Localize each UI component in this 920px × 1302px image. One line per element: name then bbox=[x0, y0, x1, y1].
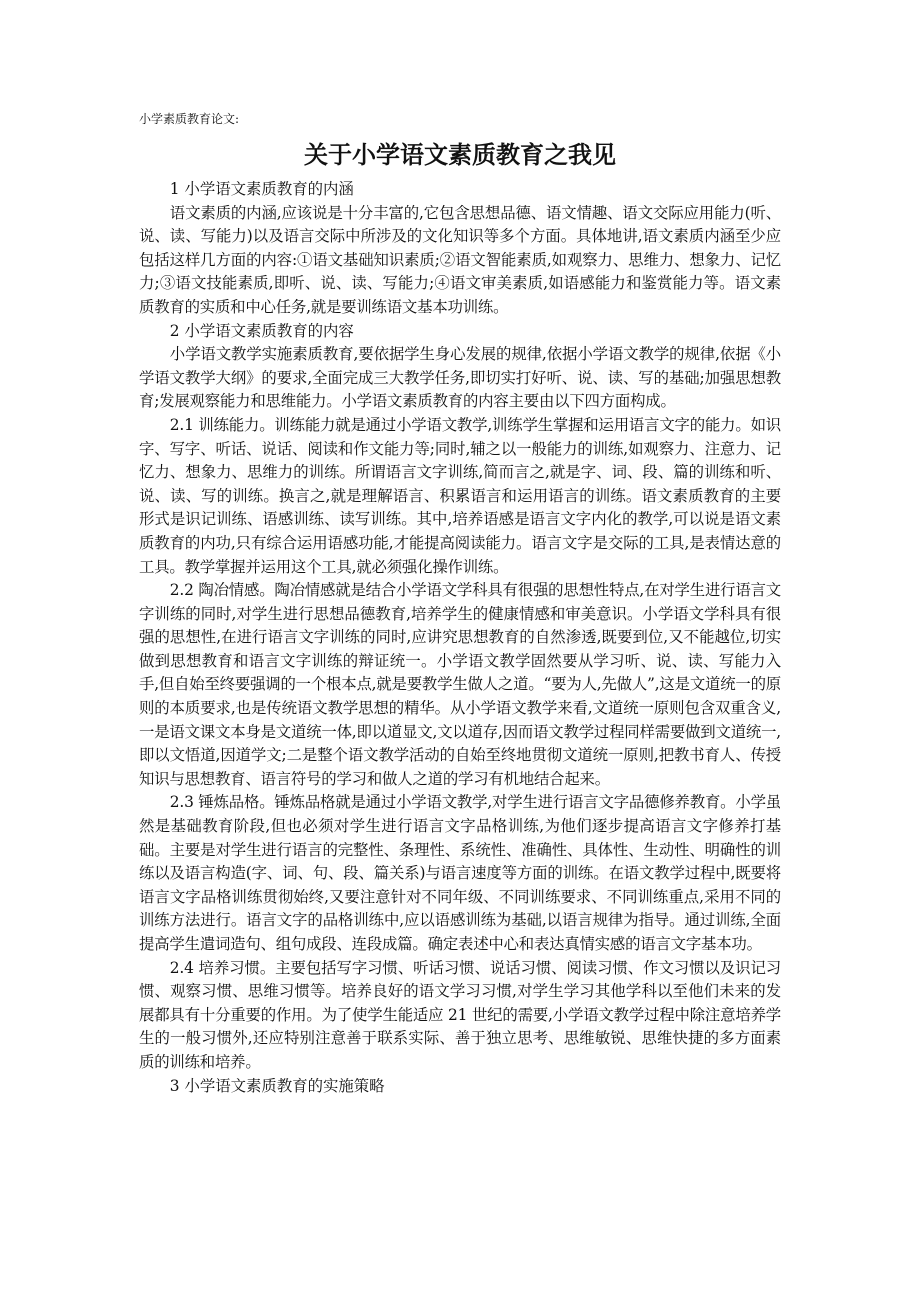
paragraph: 2.3 锤炼品格。锤炼品格就是通过小学语文教学,对学生进行语言文字品德修养教育。小学虽然是基础教育阶段,但也必须对学生进行语言文字品格训练,为他们逐步提高语言文字修养打基础。主要是对学生进行语言的完整性、条理性、系统性、准确性、具体性、生动性、明确性的训练以及语言构造(字、词、句、段、篇关系)与语言速度等方面的训练。在语文教学过程中,既要将语言文字品格训练贯彻始终,又要注意针对不同年级、不同训练要求、不同训练重点,采用不同的训练方法进行。语言文字的品格训练中,应以语感训练为基础,以语言规律为指导。通过训练,全面提高学生遣词造句、组句成段、连段成篇。确定表述中心和表达真情实感的语言文字基本功。 bbox=[139, 793, 781, 953]
section-heading: 2 小学语文素质教育的内容 bbox=[169, 321, 354, 340]
section-heading: 1 小学语文素质教育的内涵 bbox=[169, 180, 354, 198]
paragraph: 2.1 训练能力。训练能力就是通过小学语文教学,训练学生掌握和运用语言文字的能力。如识字、写字、听话、说话、阅读和作文能力等;同时,辅之以一般能力的训练,如观察力、注意力、记忆力、想象力、思维力的训练。所谓语言文字训练,简而言之,就是字、词、段、篇的训练和听、说、读、写的训练。换言之,就是理解语言、积累语言和运用语言的训练。语文素质教育的主要形式是识记训练、语感训练、读写训练。其中,培养语感是语言文字内化的教学,可以说是语文素质教育的内功,只有综合运用语感功能,才能提高阅读能力。语言文字是交际的工具,是表情达意的工具。教学掌握并运用这个工具,就必须强化操作训练。 bbox=[139, 415, 781, 576]
document-title: 关于小学语文素质教育之我见 bbox=[304, 141, 616, 169]
paragraph: 小学语文教学实施素质教育,要依据学生身心发展的规律,依据小学语文教学的规律,依据《小学语文教学大纲》的要求,全面完成三大教学任务,即切实打好听、说、读、写的基础;加强思想教育;发展观察能力和思维能力。小学语文素质教育的内容主要由以下四方面构成。 bbox=[139, 345, 781, 411]
document-page bbox=[139, 110, 781, 1098]
document-category-label: 小学素质教育论文: bbox=[139, 112, 240, 126]
paragraph: 2.2 陶冶情感。陶冶情感就是结合小学语文学科具有很强的思想性特点,在对学生进行语言文字训练的同时,对学生进行思想品德教育,培养学生的健康情感和审美意识。小学语文学科具有很强的思想性,在进行语言文字训练的同时,应讲究思想教育的自然渗透,既要到位,又不能越位,切实做到思想教育和语言文字训练的辩证统一。小学语文教学固然要从学习听、说、读、写能力入手,但自始至终要强调的一个根本点,就是要教学生做人之道。“要为人,先做人”,这是文道统一的原则的本质要求,也是传统语文教学思想的精华。从小学语文教学来看,文道统一原则包含双重含义,一是语文课文本身是文道统一体,即以道显文,文以道存,因而语文教学过程同样需要做到文道统一,即以文悟道,因道学文;二是整个语文教学活动的自始至终地贯彻文道统一原则,把教书育人、传授知识与思想教育、语言符号的学习和做人之道的学习有机地结合起来。 bbox=[139, 581, 781, 788]
paragraph: 语文素质的内涵,应该说是十分丰富的,它包含思想品德、语文情趣、语文交际应用能力(听、说、读、写能力)以及语言交际中所涉及的文化知识等多个方面。具体地讲,语文素质内涵至少应包括这样几方面的内容:①语文基础知识素质;②语文智能素质,如观察力、思维力、想象力、记忆力;③语文技能素质,即听、说、读、写能力;④语文审美素质,如语感能力和鉴赏能力等。语文素质教育的实质和中心任务,就是要训练语文基本功训练。 bbox=[139, 203, 781, 316]
section-heading: 3 小学语文素质教育的实施策略 bbox=[169, 1076, 385, 1095]
paragraph: 2.4 培养习惯。主要包括写字习惯、听话习惯、说话习惯、阅读习惯、作文习惯以及识记习惯、观察习惯、思维习惯等。培养良好的语文学习习惯,对学生学习其他学科以至他们未来的发展都具有十分重要的作用。为了使学生能适应 21 世纪的需要,小学语文教学过程中除注意培养学生的一般习惯外,还应特别注意善于联系实际、善于独立思考、思维敏锐、思维快捷的多方面素质的训练和培养。 bbox=[139, 958, 781, 1071]
document-body bbox=[139, 178, 781, 1098]
